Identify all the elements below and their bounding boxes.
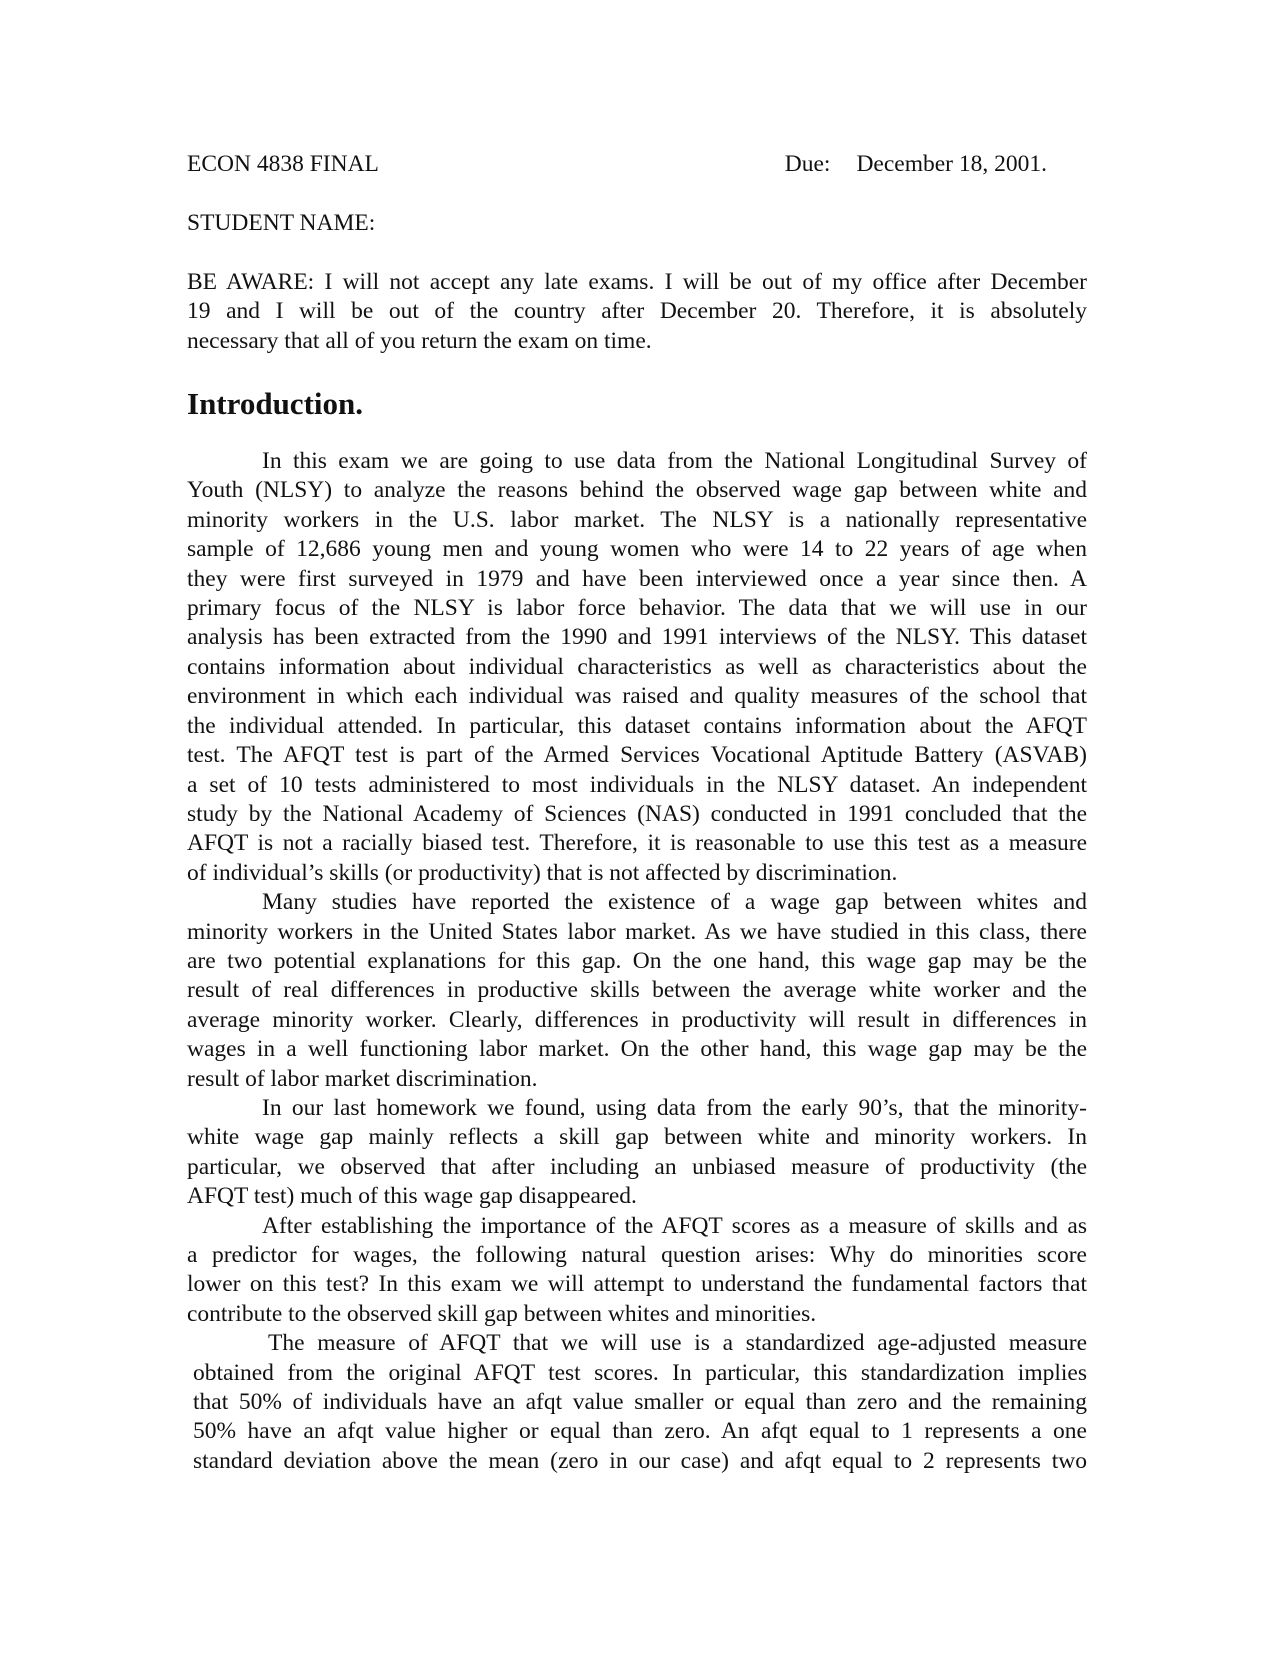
- paragraph-line: environment in which each individual was raised and quality measures of the school that: [187, 683, 1087, 710]
- paragraph-line: analysis has been extracted from the 1990 and 1991 interviews of the NLSY. This dataset: [187, 624, 1087, 651]
- paragraph-line: Youth (NLSY) to analyze the reasons behind the observed wage gap between white and: [187, 477, 1087, 504]
- paragraph: [187, 447, 1087, 888]
- paragraph-line: lower on this test? In this exam we will attempt to understand the fundamental factors that: [187, 1271, 1087, 1298]
- paragraph-line: obtained from the original AFQT test scores. In particular, this standardization implies: [193, 1359, 1087, 1386]
- paragraph-line: In this exam we are going to use data from the National Longitudinal Survey of: [262, 448, 1087, 475]
- paragraph-line: Many studies have reported the existence of a wage gap between whites and: [262, 889, 1087, 916]
- paragraph-line: average minority worker. Clearly, differences in productivity will result in differences in: [187, 1006, 1087, 1033]
- paragraph-line: that 50% of individuals have an afqt value smaller or equal than zero and the remaining: [193, 1389, 1087, 1416]
- paragraph-line: primary focus of the NLSY is labor force behavior. The data that we will use in our: [187, 595, 1087, 622]
- due-date-block: [785, 150, 1047, 179]
- paragraph-line: they were first surveyed in 1979 and have been interviewed once a year since then. A: [187, 565, 1087, 592]
- paragraph-line: AFQT test) much of this wage gap disappeared.: [187, 1183, 637, 1210]
- aware-line: necessary that all of you return the exam on time.: [187, 327, 652, 354]
- paragraph-line: minority workers in the U.S. labor market. The NLSY is a nationally representative: [187, 506, 1087, 533]
- paragraph-line: particular, we observed that after including an unbiased measure of productivity (the: [187, 1153, 1087, 1180]
- section-title: Introduction.: [187, 386, 363, 422]
- due-label: Due:: [784, 151, 831, 177]
- paragraph-line: a set of 10 tests administered to most individuals in the NLSY dataset. An independent: [187, 771, 1087, 798]
- paragraph: [187, 1094, 1087, 1212]
- aware-line: 19 and I will be out of the country after December 20. Therefore, it is absolutely: [187, 298, 1087, 325]
- aware-notice: [187, 268, 1087, 356]
- exam-page: [187, 150, 1087, 1476]
- paragraph: [187, 888, 1087, 1094]
- header-row: [187, 150, 1047, 179]
- paragraph-line: result of labor market discrimination.: [187, 1065, 538, 1092]
- paragraph-line: study by the National Academy of Sciences (NAS) conducted in 1991 concluded that the: [187, 800, 1087, 827]
- course-title: ECON 4838 FINAL: [187, 151, 379, 177]
- paragraph: [187, 1212, 1087, 1330]
- paragraph-line: sample of 12,686 young men and young women who were 14 to 22 years of age when: [187, 536, 1087, 563]
- introduction-body: [187, 447, 1087, 1476]
- paragraph-line: standard deviation above the mean (zero in our case) and afqt equal to 2 represents two: [193, 1447, 1087, 1474]
- paragraph-line: of individual’s skills (or productivity) that is not affected by discrimination.: [187, 859, 898, 886]
- paragraph-line: the individual attended. In particular, this dataset contains information about the AFQT: [187, 712, 1087, 739]
- paragraph-line: wages in a well functioning labor market. On the other hand, this wage gap may be the: [187, 1036, 1087, 1063]
- paragraph-line: The measure of AFQT that we will use is a standardized age-adjusted measure: [268, 1330, 1087, 1357]
- paragraph-line: minority workers in the United States labor market. As we have studied in this class, there: [187, 918, 1087, 945]
- paragraph-line: white wage gap mainly reflects a skill gap between white and minority workers. In: [187, 1124, 1087, 1151]
- paragraph-line: contribute to the observed skill gap between whites and minorities.: [187, 1300, 817, 1327]
- due-date: December 18, 2001.: [856, 151, 1047, 177]
- paragraph-line: test. The AFQT test is part of the Armed Services Vocational Aptitude Battery (ASVAB): [187, 742, 1087, 769]
- paragraph-line: 50% have an afqt value higher or equal than zero. An afqt equal to 1 represents a one: [193, 1418, 1087, 1445]
- paragraph-line: are two potential explanations for this gap. On the one hand, this wage gap may be the: [187, 947, 1087, 974]
- student-name-label: STUDENT NAME:: [187, 210, 376, 237]
- paragraph-line: In our last homework we found, using data from the early 90’s, that the minority-: [262, 1094, 1087, 1121]
- paragraph-line: After establishing the importance of the AFQT scores as a measure of skills and as: [262, 1212, 1087, 1239]
- paragraph-line: a predictor for wages, the following natural question arises: Why do minorities score: [187, 1242, 1087, 1268]
- paragraph-line: result of real differences in productive skills between the average white worker and the: [187, 977, 1087, 1004]
- paragraphs: [187, 447, 1087, 1476]
- paragraph-line: contains information about individual characteristics as well as characteristics about the: [187, 653, 1087, 680]
- paragraph: [187, 1329, 1087, 1476]
- paragraph-line: AFQT is not a racially biased test. Therefore, it is reasonable to use this test as a measure: [187, 830, 1087, 857]
- aware-line: BE AWARE: I will not accept any late exams. I will be out of my office after December: [187, 268, 1087, 295]
